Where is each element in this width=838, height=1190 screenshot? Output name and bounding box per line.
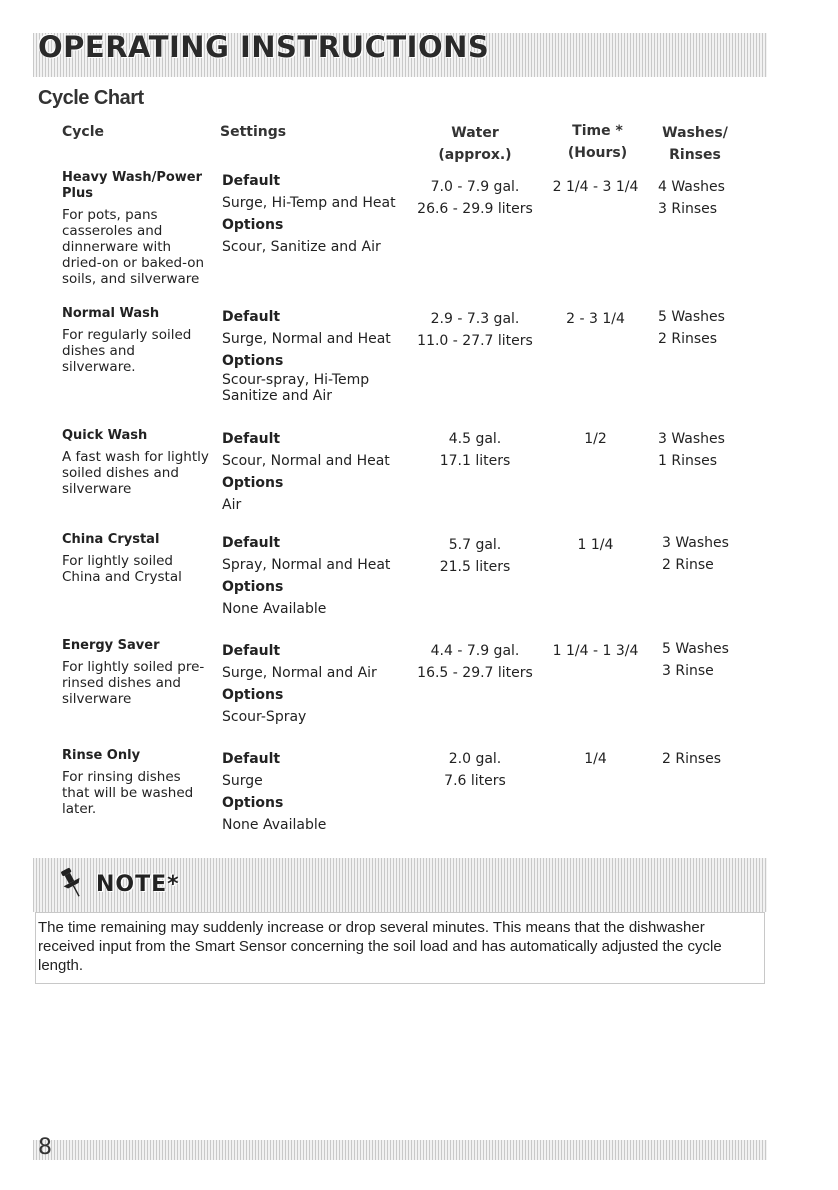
time-value: 1 1/4 — [577, 537, 614, 553]
options-settings: Air — [222, 497, 242, 513]
washes-cell — [662, 532, 757, 576]
water-cell — [405, 748, 545, 792]
water-cell — [405, 308, 545, 352]
washes-count: 2 Rinses — [662, 751, 722, 767]
options-label: Options — [222, 353, 284, 369]
options-label: Options — [222, 795, 284, 811]
column-header-settings: Settings — [220, 124, 287, 140]
time-value: 1/2 — [584, 431, 607, 447]
water-gallons: 5.7 gal. — [448, 537, 502, 553]
water-gallons: 2.0 gal. — [448, 751, 502, 767]
cycle-cell — [62, 638, 212, 707]
default-label: Default — [222, 431, 281, 447]
note-label: NOTE* — [96, 872, 180, 897]
water-cell — [405, 176, 545, 220]
cycle-name: China Crystal — [62, 532, 160, 547]
cycle-description: For pots, pans casseroles and dinnerware with dried-on or baked-on soils, and silverware — [62, 207, 205, 287]
cycle-name: Heavy Wash/Power Plus — [62, 170, 203, 201]
options-label: Options — [222, 475, 284, 491]
column-header-time-line1: Time * — [572, 123, 623, 139]
rinses-count: 2 Rinses — [658, 331, 718, 347]
cycle-description: For lightly soiled China and Crystal — [62, 553, 182, 585]
water-liters: 26.6 - 29.9 liters — [417, 201, 533, 217]
column-header-time — [550, 120, 645, 164]
options-label: Options — [222, 579, 284, 595]
column-header-water-line1: Water — [451, 125, 499, 141]
settings-cell — [222, 428, 412, 516]
column-header-water-line2: (approx.) — [438, 147, 512, 163]
rinses-count: 2 Rinse — [662, 557, 714, 573]
note-text: The time remaining may suddenly increase or drop several minutes. This means that the dishwasher received input from the Smart Sensor concerning the soil load and has automatically adjusted the cycle length. — [35, 912, 765, 984]
water-cell — [405, 640, 545, 684]
column-header-washes — [650, 122, 740, 166]
water-gallons: 4.4 - 7.9 gal. — [430, 643, 520, 659]
water-liters: 21.5 liters — [439, 559, 511, 575]
rinses-count: 3 Rinse — [662, 663, 714, 679]
water-cell — [405, 428, 545, 472]
default-settings: Surge, Normal and Air — [222, 665, 377, 681]
options-settings: None Available — [222, 601, 327, 617]
settings-cell — [222, 170, 412, 258]
washes-count: 5 Washes — [658, 309, 725, 325]
footer-band — [33, 1140, 767, 1160]
water-cell — [405, 534, 545, 578]
washes-count: 3 Washes — [662, 535, 729, 551]
options-label: Options — [222, 217, 284, 233]
options-settings: Scour-spray, Hi-Temp Sanitize and Air — [222, 372, 370, 404]
default-settings: Surge, Normal and Heat — [222, 331, 391, 347]
column-header-washes-line2: Rinses — [669, 147, 721, 163]
column-header-cycle: Cycle — [62, 124, 104, 140]
cycle-name: Quick Wash — [62, 428, 148, 443]
page-title: OPERATING INSTRUCTIONS — [38, 30, 490, 64]
pushpin-icon — [58, 866, 86, 900]
time-value: 2 1/4 - 3 1/4 — [552, 179, 639, 195]
cycle-cell — [62, 532, 212, 585]
washes-cell — [662, 638, 757, 682]
cycle-description: For lightly soiled pre-rinsed dishes and silverware — [62, 659, 205, 707]
washes-cell — [658, 176, 753, 220]
water-liters: 7.6 liters — [444, 773, 506, 789]
options-settings: Scour, Sanitize and Air — [222, 239, 381, 255]
default-settings: Spray, Normal and Heat — [222, 557, 391, 573]
cycle-cell — [62, 748, 212, 817]
section-title: Cycle Chart — [38, 87, 144, 109]
default-label: Default — [222, 309, 281, 325]
cycle-cell — [62, 428, 212, 497]
settings-cell — [222, 748, 412, 836]
cycle-cell — [62, 170, 212, 287]
washes-cell — [658, 428, 753, 472]
settings-cell — [222, 532, 412, 620]
default-settings: Scour, Normal and Heat — [222, 453, 390, 469]
water-liters: 17.1 liters — [439, 453, 511, 469]
cycle-description: For rinsing dishes that will be washed later. — [62, 769, 194, 817]
cycle-name: Energy Saver — [62, 638, 160, 653]
cycle-name: Normal Wash — [62, 306, 160, 321]
settings-cell — [222, 306, 412, 407]
washes-count: 4 Washes — [658, 179, 725, 195]
washes-cell — [658, 306, 753, 350]
cycle-description: A fast wash for lightly soiled dishes and silverware — [62, 449, 209, 497]
water-liters: 16.5 - 29.7 liters — [417, 665, 533, 681]
water-gallons: 4.5 gal. — [448, 431, 502, 447]
page-number: 8 — [38, 1135, 52, 1160]
default-settings: Surge — [222, 773, 263, 789]
options-settings: None Available — [222, 817, 327, 833]
time-value: 1/4 — [584, 751, 607, 767]
default-label: Default — [222, 643, 281, 659]
options-label: Options — [222, 687, 284, 703]
column-header-time-line2: (Hours) — [567, 145, 628, 161]
column-header-washes-line1: Washes/ — [662, 125, 728, 141]
default-settings: Surge, Hi-Temp and Heat — [222, 195, 396, 211]
rinses-count: 1 Rinses — [658, 453, 718, 469]
water-gallons: 7.0 - 7.9 gal. — [430, 179, 520, 195]
time-value: 2 - 3 1/4 — [566, 311, 625, 327]
settings-cell — [222, 640, 412, 728]
cycle-description: For regularly soiled dishes and silverware. — [62, 327, 192, 375]
washes-count: 5 Washes — [662, 641, 729, 657]
water-gallons: 2.9 - 7.3 gal. — [430, 311, 520, 327]
cycle-cell — [62, 306, 212, 375]
water-liters: 11.0 - 27.7 liters — [417, 333, 533, 349]
default-label: Default — [222, 173, 281, 189]
cycle-name: Rinse Only — [62, 748, 141, 763]
options-settings: Scour-Spray — [222, 709, 307, 725]
rinses-count: 3 Rinses — [658, 201, 718, 217]
default-label: Default — [222, 535, 281, 551]
time-value: 1 1/4 - 1 3/4 — [552, 643, 639, 659]
column-header-water — [425, 122, 525, 166]
default-label: Default — [222, 751, 281, 767]
washes-cell — [662, 748, 757, 770]
washes-count: 3 Washes — [658, 431, 725, 447]
